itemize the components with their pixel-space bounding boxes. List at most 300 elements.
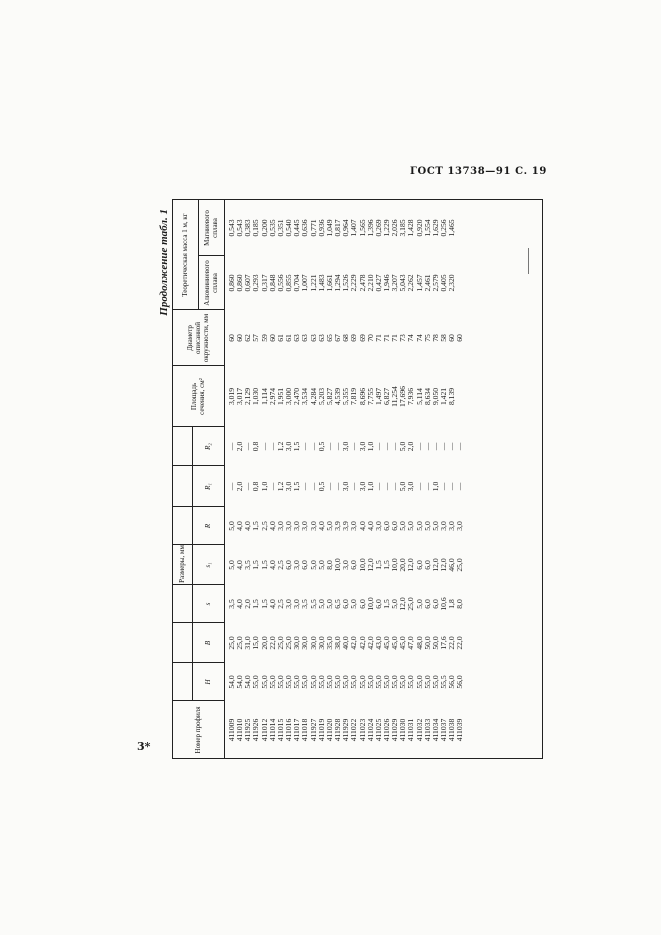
cell-R1: 5,0 bbox=[398, 481, 408, 492]
cell-s: 1,5 bbox=[259, 599, 269, 609]
cell-s1: 6,0 bbox=[414, 560, 424, 570]
cell-mg: 0,817 bbox=[333, 219, 343, 237]
table-border-bottom bbox=[542, 199, 543, 759]
cell-mg: 0,445 bbox=[292, 219, 302, 237]
cell-R1: 3,0 bbox=[357, 481, 367, 492]
cell-profile: 411926 bbox=[251, 718, 261, 742]
cell-s: 3,5 bbox=[227, 599, 236, 609]
cell-R2: — bbox=[324, 442, 334, 451]
cell-H: 55,0 bbox=[406, 675, 416, 689]
cell-s1: 1,5 bbox=[373, 560, 383, 570]
header-profile: Номер профиля bbox=[194, 706, 202, 754]
cell-R: 3,9 bbox=[333, 521, 343, 531]
cell-R1: — bbox=[308, 482, 318, 491]
cell-profile: 411023 bbox=[357, 718, 367, 742]
cell-H: 55,0 bbox=[349, 675, 359, 689]
cell-H: 55,0 bbox=[324, 675, 334, 689]
header-s: s bbox=[204, 602, 212, 606]
column-s bbox=[228, 587, 538, 621]
cell-B: 17,6 bbox=[439, 636, 449, 650]
cell-R2: — bbox=[447, 442, 457, 451]
cell-R: 5,0 bbox=[414, 521, 424, 531]
cell-B: 30,0 bbox=[308, 636, 318, 650]
page-marker: 3* bbox=[137, 740, 151, 753]
cell-s1: 6,0 bbox=[300, 560, 310, 570]
cell-R: 4,0 bbox=[357, 521, 367, 531]
cell-H: 54,0 bbox=[243, 675, 253, 689]
cell-R: 5,0 bbox=[324, 521, 334, 531]
column-R bbox=[228, 509, 538, 543]
cell-diameter: 65 bbox=[324, 334, 334, 342]
cell-H: 55,0 bbox=[398, 675, 408, 689]
cell-H: 55,0 bbox=[333, 675, 343, 689]
header-R1: R₁ bbox=[204, 483, 212, 490]
cell-al: 1,661 bbox=[324, 274, 334, 292]
cell-mg: 0,269 bbox=[373, 219, 383, 237]
cell-al: 1,294 bbox=[333, 274, 343, 292]
cell-B: 25,0 bbox=[284, 636, 294, 650]
cell-profile: 411928 bbox=[333, 718, 343, 742]
cell-R2: — bbox=[422, 442, 432, 451]
cell-H: 55,0 bbox=[373, 675, 383, 689]
cell-H: 55,0 bbox=[365, 675, 375, 689]
cell-R2: 1,5 bbox=[292, 441, 302, 452]
cell-R: 6,0 bbox=[381, 521, 391, 531]
cell-s: 6,0 bbox=[422, 599, 432, 609]
cell-s1: 6,0 bbox=[349, 560, 359, 570]
cell-profile: 411025 bbox=[373, 718, 383, 742]
cell-B: 42,0 bbox=[357, 636, 367, 650]
header-separator bbox=[224, 199, 225, 759]
cell-profile: 411032 bbox=[414, 718, 424, 742]
cell-R1: — bbox=[300, 482, 310, 491]
cell-R1: 1,0 bbox=[365, 481, 375, 492]
column-area bbox=[228, 368, 538, 425]
cell-area: 1,114 bbox=[259, 388, 269, 405]
cell-mg: 0,936 bbox=[316, 219, 326, 237]
cell-R2: — bbox=[414, 442, 424, 451]
cell-s: 1,8 bbox=[447, 599, 457, 609]
cell-mg: 0,964 bbox=[341, 219, 351, 237]
cell-diameter: 59 bbox=[259, 334, 269, 342]
cell-diameter: 61 bbox=[275, 334, 285, 342]
cell-area: 5,203 bbox=[316, 387, 326, 406]
cell-H: 55,0 bbox=[275, 675, 285, 689]
cell-s: 3,0 bbox=[284, 599, 294, 609]
cell-mg: 0,535 bbox=[267, 219, 277, 237]
cell-area: 3,017 bbox=[235, 387, 245, 406]
cell-al: 1,221 bbox=[308, 274, 318, 292]
cell-mg: 0,543 bbox=[235, 219, 245, 237]
cell-B: 50,0 bbox=[422, 636, 432, 650]
cell-H: 55,0 bbox=[300, 675, 310, 689]
cell-al: 2,229 bbox=[349, 274, 359, 292]
cell-diameter: 60 bbox=[227, 334, 236, 342]
cell-s1: 5,0 bbox=[308, 560, 318, 570]
cell-s1: 10,0 bbox=[390, 558, 400, 572]
cell-diameter: 61 bbox=[284, 334, 294, 342]
cell-R1: 2,0 bbox=[235, 481, 245, 492]
cell-H: 55,0 bbox=[292, 675, 302, 689]
cell-s: 4,0 bbox=[235, 599, 245, 609]
cell-R2: — bbox=[243, 442, 253, 451]
cell-mg: 1,396 bbox=[365, 219, 375, 237]
cell-s: 5,0 bbox=[390, 599, 400, 609]
cell-R: 5,0 bbox=[398, 521, 408, 531]
cell-H: 55,0 bbox=[251, 675, 261, 689]
cell-al: 2,262 bbox=[406, 274, 416, 292]
cell-s: 6,0 bbox=[357, 599, 367, 609]
header-diameter: Диаметр описанной окружности, мм bbox=[186, 313, 210, 363]
header-mass: Теоретическая масса 1 м, кг bbox=[181, 213, 189, 297]
cell-B: 22,0 bbox=[455, 636, 465, 650]
cell-B: 30,0 bbox=[292, 636, 302, 650]
cell-R1: — bbox=[455, 482, 465, 491]
cell-profile: 411037 bbox=[439, 718, 449, 742]
cell-mg: 1,629 bbox=[430, 219, 440, 237]
header-B: B bbox=[204, 640, 212, 646]
cell-H: 55,0 bbox=[341, 675, 351, 689]
cell-s: 10,6 bbox=[439, 597, 449, 611]
cell-H: 55,0 bbox=[316, 675, 326, 689]
cell-al: 1,946 bbox=[381, 274, 391, 292]
table-border-right bbox=[172, 199, 543, 200]
cell-profile: 411014 bbox=[267, 718, 277, 742]
cell-diameter: 70 bbox=[365, 334, 375, 342]
cell-al: 0,704 bbox=[292, 274, 302, 292]
cell-s1: 3,0 bbox=[292, 560, 302, 570]
cell-R1: 1,2 bbox=[275, 481, 285, 492]
cell-s1: 12,0 bbox=[430, 558, 440, 572]
cell-R: 6,0 bbox=[390, 521, 400, 531]
cell-al: 0,427 bbox=[373, 274, 383, 292]
cell-H: 55,0 bbox=[430, 675, 440, 689]
cell-mg: 0,200 bbox=[259, 219, 269, 237]
cell-profile: 411031 bbox=[406, 718, 416, 742]
cell-area: 5,827 bbox=[324, 387, 334, 406]
cell-al: 2,478 bbox=[357, 274, 367, 292]
standard-header: ГОСТ 13738—91 С. 19 bbox=[410, 166, 547, 177]
profile-table bbox=[172, 199, 543, 759]
cell-R1: 1,0 bbox=[430, 481, 440, 492]
cell-al: 5,043 bbox=[398, 274, 408, 292]
cell-diameter: 69 bbox=[357, 334, 367, 342]
cell-s1: 4,0 bbox=[267, 560, 277, 570]
cell-R2: 3,0 bbox=[341, 441, 351, 452]
continuation-label: Продолжение табл. 1 bbox=[158, 209, 170, 316]
cell-diameter: 68 bbox=[341, 334, 351, 342]
cell-al bbox=[456, 258, 464, 308]
cell-area: 11,254 bbox=[390, 386, 400, 407]
cell-mg: 0,256 bbox=[439, 219, 449, 237]
cell-R1: — bbox=[324, 482, 334, 491]
cell-R1: — bbox=[373, 482, 383, 491]
cell-R2: — bbox=[333, 442, 343, 451]
cell-s: 5,0 bbox=[316, 599, 326, 609]
cell-mg: 1,554 bbox=[422, 219, 432, 237]
header-dimensions: Размеры, мм bbox=[178, 545, 186, 583]
cell-H: 56,0 bbox=[447, 675, 457, 689]
cell-R2: — bbox=[390, 442, 400, 451]
cell-area: 1,951 bbox=[275, 387, 285, 406]
cell-s: 6,0 bbox=[373, 599, 383, 609]
header-s1: s₁ bbox=[204, 562, 212, 568]
column-mass-mg bbox=[228, 202, 538, 254]
cell-s1: 5,0 bbox=[316, 560, 326, 570]
cell-R: 3,0 bbox=[308, 521, 318, 531]
cell-H: 55,0 bbox=[259, 675, 269, 689]
cell-R: 4,0 bbox=[243, 521, 253, 531]
cell-profile: 411022 bbox=[349, 718, 359, 742]
cell-H: 55,0 bbox=[284, 675, 294, 689]
cell-al: 0,607 bbox=[243, 274, 253, 292]
cell-s1: 8,0 bbox=[324, 560, 334, 570]
cell-area: 8,139 bbox=[447, 387, 457, 406]
cell-B: 15,0 bbox=[251, 636, 261, 650]
cell-diameter: 60 bbox=[267, 334, 277, 342]
cell-s1: 6,0 bbox=[284, 560, 294, 570]
cell-area: 17,696 bbox=[398, 386, 408, 407]
cell-B: 30,0 bbox=[316, 636, 326, 650]
cell-al: 0,860 bbox=[235, 274, 245, 292]
cell-s1: 3,0 bbox=[341, 560, 351, 570]
cell-s1: 6,0 bbox=[422, 560, 432, 570]
cell-R1: — bbox=[422, 482, 432, 491]
cell-al: 2,461 bbox=[422, 274, 432, 292]
header-R2: R₂ bbox=[204, 443, 212, 450]
cell-profile: 411024 bbox=[365, 718, 375, 742]
header-area: Площадь сечения, см² bbox=[190, 378, 206, 415]
cell-mg: 0,771 bbox=[308, 219, 318, 237]
cell-s: 2,0 bbox=[243, 599, 253, 609]
cell-al: 0,848 bbox=[267, 274, 277, 292]
cell-B: 31,0 bbox=[243, 636, 253, 650]
cell-s: 5,0 bbox=[414, 599, 424, 609]
cell-H: 55,0 bbox=[267, 675, 277, 689]
cell-B: 25,0 bbox=[275, 636, 285, 650]
cell-B: 45,0 bbox=[381, 636, 391, 650]
column-s1 bbox=[228, 547, 538, 583]
cell-s1: 3,5 bbox=[243, 560, 253, 570]
cell-R2: — bbox=[227, 442, 236, 451]
cell-s: 1,5 bbox=[251, 599, 261, 609]
cell-R2: — bbox=[300, 442, 310, 451]
cell-R: 1,5 bbox=[251, 521, 261, 531]
cell-s: 25,0 bbox=[406, 597, 416, 611]
cell-al: 2,210 bbox=[365, 274, 375, 292]
cell-B: 35,0 bbox=[324, 636, 334, 650]
cell-profile: 411029 bbox=[390, 718, 400, 742]
cell-B: 42,0 bbox=[349, 636, 359, 650]
cell-R1: — bbox=[333, 482, 343, 491]
cell-area: 4,539 bbox=[333, 387, 343, 406]
cell-al: 2,579 bbox=[430, 274, 440, 292]
cell-s: 6,0 bbox=[430, 599, 440, 609]
cell-s1: 10,0 bbox=[333, 558, 343, 572]
cell-R: 3,0 bbox=[455, 521, 465, 531]
cell-s1: 20,0 bbox=[398, 558, 408, 572]
cell-R2: — bbox=[267, 442, 277, 451]
cell-mg: 0,185 bbox=[251, 219, 261, 237]
cell-R2: 0,8 bbox=[251, 441, 261, 452]
cell-R: 3,0 bbox=[439, 521, 449, 531]
cell-B: 25,0 bbox=[227, 636, 236, 650]
header-R: R bbox=[204, 523, 212, 529]
cell-R2: 0,5 bbox=[316, 441, 326, 452]
cell-R1: — bbox=[227, 482, 236, 491]
cell-area: 3,019 bbox=[227, 387, 236, 406]
cell-area: 2,470 bbox=[292, 387, 302, 406]
cell-diameter: 75 bbox=[422, 334, 432, 342]
cell-al: 0,855 bbox=[284, 274, 294, 292]
cell-R1: 0,8 bbox=[251, 481, 261, 492]
cell-R2: 1,0 bbox=[365, 441, 375, 452]
cell-H: 56,0 bbox=[455, 675, 465, 689]
cell-s1: 2,5 bbox=[275, 560, 285, 570]
cell-s1: 1,5 bbox=[259, 560, 269, 570]
cell-s: 5,0 bbox=[349, 599, 359, 609]
cell-diameter: 71 bbox=[390, 334, 400, 342]
cell-al: 1,483 bbox=[316, 274, 326, 292]
cell-diameter: 73 bbox=[398, 334, 408, 342]
cell-R2: — bbox=[373, 442, 383, 451]
cell-al: 0,405 bbox=[439, 274, 449, 292]
cell-H: 55,0 bbox=[381, 675, 391, 689]
cell-R: 5,0 bbox=[227, 521, 236, 531]
cell-diameter: 71 bbox=[373, 334, 383, 342]
cell-diameter: 60 bbox=[455, 334, 465, 342]
cell-diameter: 63 bbox=[308, 334, 318, 342]
cell-R: 3,0 bbox=[292, 521, 302, 531]
cell-al: 0,556 bbox=[275, 274, 285, 292]
cell-al: 1,007 bbox=[300, 274, 310, 292]
cell-R1: — bbox=[414, 482, 424, 491]
cell-area: 2,974 bbox=[267, 387, 277, 406]
cell-H: 55,0 bbox=[390, 675, 400, 689]
cell-B: 43,0 bbox=[373, 636, 383, 650]
header-H: H bbox=[204, 679, 212, 685]
cell-mg: 0,636 bbox=[300, 219, 310, 237]
cell-s: 6,5 bbox=[333, 599, 343, 609]
cell-R1: 1,5 bbox=[292, 481, 302, 492]
column-profile bbox=[228, 703, 538, 757]
cell-area: 1,497 bbox=[373, 387, 383, 406]
cell-area: 8,696 bbox=[357, 387, 367, 406]
cell-H: 54,0 bbox=[235, 675, 245, 689]
cell-area: 7,755 bbox=[365, 387, 375, 406]
cell-al: 0,293 bbox=[251, 274, 261, 292]
column-diameter bbox=[228, 312, 538, 364]
cell-profile: 411019 bbox=[316, 718, 326, 742]
cell-H: 55,0 bbox=[414, 675, 424, 689]
cell-B: 30,0 bbox=[300, 636, 310, 650]
cell-profile: 411012 bbox=[259, 718, 269, 742]
cell-B: 20,0 bbox=[259, 636, 269, 650]
cell-B: 47,0 bbox=[406, 636, 416, 650]
cell-mg bbox=[456, 202, 464, 254]
cell-B: 48,0 bbox=[414, 636, 424, 650]
cell-R2: — bbox=[455, 442, 465, 451]
cell-area: 8,634 bbox=[422, 387, 432, 406]
cell-R2: 1,2 bbox=[275, 441, 285, 452]
cell-B: 42,0 bbox=[365, 636, 375, 650]
header-mass-al: Алюминиевого сплава bbox=[203, 260, 219, 306]
cell-s: 10,0 bbox=[365, 597, 375, 611]
cell-R1: — bbox=[390, 482, 400, 491]
cell-area: 3,000 bbox=[284, 387, 294, 406]
cell-diameter: 60 bbox=[447, 334, 457, 342]
cell-B: 40,0 bbox=[341, 636, 351, 650]
cell-al: 1,526 bbox=[341, 274, 351, 292]
cell-profile: 411015 bbox=[275, 718, 285, 742]
cell-s: 1,5 bbox=[381, 599, 391, 609]
cell-diameter: 67 bbox=[333, 334, 343, 342]
cell-R2: — bbox=[439, 442, 449, 451]
cell-R: 5,0 bbox=[430, 521, 440, 531]
cell-profile: 411034 bbox=[430, 718, 440, 742]
cell-R2: 3,0 bbox=[284, 441, 294, 452]
cell-mg: 0,540 bbox=[284, 219, 294, 237]
cell-s1: 12,0 bbox=[406, 558, 416, 572]
column-R2 bbox=[228, 429, 538, 464]
cell-area: 1,030 bbox=[251, 387, 261, 406]
column-B bbox=[228, 625, 538, 661]
cell-R: 3,0 bbox=[373, 521, 383, 531]
column-R1 bbox=[228, 468, 538, 505]
cell-profile: 411927 bbox=[308, 718, 318, 742]
cell-al: 3,207 bbox=[390, 274, 400, 292]
cell-R1: — bbox=[349, 482, 359, 491]
cell-H: 55,5 bbox=[439, 675, 449, 689]
cell-s: 2,5 bbox=[275, 599, 285, 609]
cell-mg: 0,351 bbox=[275, 219, 285, 237]
cell-R2: 2,0 bbox=[235, 441, 245, 452]
cell-profile: 411016 bbox=[284, 718, 294, 742]
cell-mg: 1,428 bbox=[406, 219, 416, 237]
cell-diameter: 74 bbox=[414, 334, 424, 342]
cell-mg: 1,465 bbox=[447, 219, 457, 237]
cell-mg: 1,229 bbox=[381, 219, 391, 237]
cell-R1: 0,5 bbox=[316, 481, 326, 492]
cell-R1: — bbox=[267, 482, 277, 491]
cell-R2: 3,0 bbox=[357, 441, 367, 452]
cell-H: 55,0 bbox=[357, 675, 367, 689]
cell-profile: 411020 bbox=[324, 718, 334, 742]
cell-profile: 411929 bbox=[341, 718, 351, 742]
cell-al: 0,317 bbox=[259, 274, 269, 292]
cell-s1: 46,0 bbox=[447, 558, 457, 572]
cell-profile: 411018 bbox=[300, 718, 310, 742]
cell-area: 7,936 bbox=[406, 387, 416, 406]
cell-R1: 3,0 bbox=[284, 481, 294, 492]
cell-profile: 411017 bbox=[292, 718, 302, 742]
cell-area: 5,355 bbox=[341, 387, 351, 406]
cell-B: 22,0 bbox=[267, 636, 277, 650]
cell-diameter: 58 bbox=[439, 334, 449, 342]
cell-H: 55,0 bbox=[422, 675, 432, 689]
cell-mg: 0,543 bbox=[227, 219, 236, 237]
cell-area: 6,827 bbox=[381, 387, 391, 406]
cell-R: 5,0 bbox=[422, 521, 432, 531]
cell-R1: 1,0 bbox=[259, 481, 269, 492]
cell-s1: 12,0 bbox=[365, 558, 375, 572]
cell-profile: 411925 bbox=[243, 718, 253, 742]
cell-s1: 1,5 bbox=[381, 560, 391, 570]
cell-area: 3,534 bbox=[300, 387, 310, 406]
cell-R: 5,0 bbox=[406, 521, 416, 531]
cell-H: 54,0 bbox=[227, 675, 236, 689]
cell-s: 5,0 bbox=[324, 599, 334, 609]
